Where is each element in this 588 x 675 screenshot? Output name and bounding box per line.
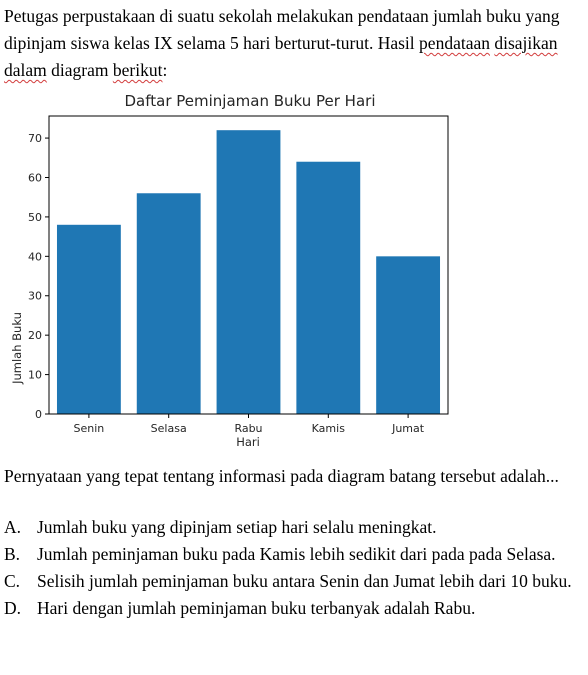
y-tick-label: 10	[28, 368, 42, 382]
y-axis-label: Jumlah Buku	[10, 312, 24, 384]
option-text: Selisih jumlah peminjaman buku antara Senin dan Jumat lebih dari 10 buku.	[37, 571, 572, 591]
intro-wavy-word: dalam	[4, 60, 47, 80]
option-letter: A.	[4, 517, 22, 537]
option-text: Jumlah buku yang dipinjam setiap hari selalu meningkat.	[37, 517, 437, 537]
bar-senin	[57, 225, 121, 414]
y-tick-label: 20	[28, 329, 42, 343]
x-tick-label: Senin	[73, 422, 105, 435]
option-b	[4, 541, 584, 568]
x-tick-label: Jumat	[392, 422, 425, 435]
bar-jumat	[376, 256, 440, 414]
intro-wavy-word: disajikan	[494, 33, 558, 53]
y-tick-label: 0	[35, 408, 42, 421]
x-tick-label: Kamis	[311, 422, 345, 435]
question-text: Pernyataan yang tepat tentang informasi pada diagram batang tersebut adalah...	[4, 466, 559, 486]
intro-text: Petugas perpustakaan di suatu sekolah melakukan pendataan jumlah buku yang dipinjam siswa kelas IX selama 5 hari berturut-turut. Hasil	[4, 6, 560, 53]
chart-title: Daftar Peminjaman Buku Per Hari	[124, 92, 376, 110]
y-tick-label: 70	[28, 132, 42, 146]
y-tick-label: 60	[28, 171, 42, 185]
x-axis-label: Hari	[236, 435, 260, 449]
answer-options	[4, 514, 584, 622]
option-text: Jumlah peminjaman buku pada Kamis lebih sedikit dari pada pada Selasa.	[37, 544, 556, 564]
option-c	[4, 568, 584, 595]
intro-wavy-word: berikut	[112, 60, 163, 80]
intro-paragraph	[4, 3, 582, 84]
plot-area	[28, 116, 448, 435]
intro-text: :	[162, 60, 168, 80]
x-tick-label: Rabu	[234, 422, 263, 435]
bar-selasa	[137, 193, 201, 414]
option-letter: D.	[4, 598, 22, 618]
y-tick-label: 50	[28, 210, 42, 224]
option-d	[4, 595, 584, 622]
option-letter: B.	[4, 544, 21, 564]
option-text: Hari dengan jumlah peminjaman buku terbanyak adalah Rabu.	[37, 598, 476, 618]
option-letter: C.	[4, 571, 21, 591]
option-a	[4, 514, 584, 541]
y-tick-label: 40	[28, 250, 42, 264]
bar-chart	[0, 82, 588, 454]
bar-rabu	[217, 130, 281, 414]
intro-text: diagram	[46, 60, 113, 80]
bar-kamis	[296, 162, 360, 414]
intro-wavy-word: pendataan	[419, 33, 490, 53]
y-tick-label: 30	[28, 289, 42, 303]
x-tick-label: Selasa	[150, 422, 187, 435]
